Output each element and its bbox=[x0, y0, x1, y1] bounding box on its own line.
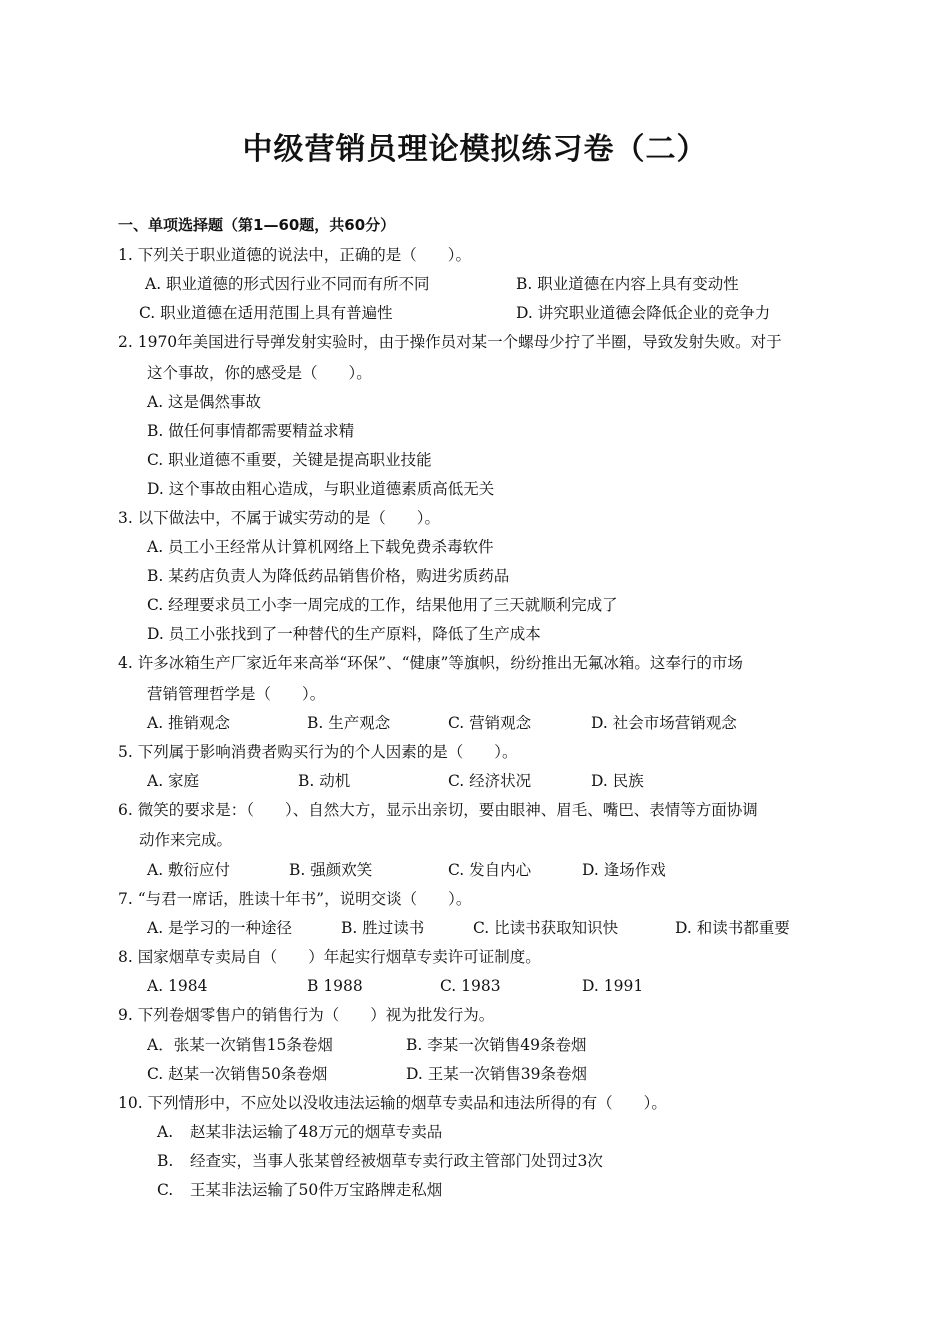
question-10-option-b: 经查实，当事人张某曾经被烟草专卖行政主管部门处罚过3次 bbox=[190, 1152, 603, 1170]
question-5-option-c: C. 经济状况 bbox=[448, 772, 532, 790]
question-10-option-a-letter: A. bbox=[157, 1123, 174, 1141]
question-2-stem: 2. 1970年美国进行导弹发射实验时，由于操作员对某一个螺母少拧了半圈，导致发射失败。对于 bbox=[118, 333, 782, 351]
question-10-option-b-letter: B. bbox=[157, 1152, 174, 1170]
question-1-option-d: D. 讲究职业道德会降低企业的竞争力 bbox=[516, 304, 771, 322]
question-1-stem: 1. 下列关于职业道德的说法中，正确的是（ ）。 bbox=[118, 246, 471, 264]
question-8-option-d: D. 1991 bbox=[582, 977, 644, 995]
question-10-option-c-letter: C. bbox=[157, 1181, 174, 1199]
question-1-option-a: A. 职业道德的形式因行业不同而有所不同 bbox=[145, 275, 430, 293]
question-4-option-b: B. 生产观念 bbox=[307, 714, 391, 732]
question-1-option-c: C. 职业道德在适用范围上具有普遍性 bbox=[139, 304, 393, 322]
question-3-option-d: D. 员工小张找到了一种替代的生产原料，降低了生产成本 bbox=[147, 625, 541, 643]
question-3-stem: 3. 以下做法中，不属于诚实劳动的是（ ）。 bbox=[118, 509, 440, 527]
page-title: 中级营销员理论模拟练习卷（二） bbox=[242, 132, 708, 167]
question-6-stem: 6. 微笑的要求是：（ ）、自然大方，显示出亲切，要由眼神、眉毛、嘴巴、表情等方面协调 bbox=[118, 801, 758, 819]
question-6-stem-continued: 动作来完成。 bbox=[139, 831, 233, 849]
question-9-option-d: D. 王某一次销售39条卷烟 bbox=[406, 1065, 587, 1083]
question-8-option-b: B 1988 bbox=[307, 977, 363, 995]
question-7-option-c: C. 比读书获取知识快 bbox=[473, 919, 619, 937]
question-6-option-c: C. 发自内心 bbox=[448, 861, 532, 879]
question-8-stem: 8. 国家烟草专卖局自（ ）年起实行烟草专卖许可证制度。 bbox=[118, 948, 541, 966]
question-4-option-d: D. 社会市场营销观念 bbox=[591, 714, 737, 732]
question-7-option-a: A. 是学习的一种途径 bbox=[147, 919, 293, 937]
question-6-option-b: B. 强颜欢笑 bbox=[289, 861, 373, 879]
question-4-option-c: C. 营销观念 bbox=[448, 714, 532, 732]
question-9-stem: 9. 下列卷烟零售户的销售行为（ ）视为批发行为。 bbox=[118, 1006, 495, 1024]
question-7-stem: 7. “与君一席话，胜读十年书”，说明交谈（ ）。 bbox=[118, 890, 472, 908]
question-5-option-a: A. 家庭 bbox=[147, 772, 200, 790]
question-6-option-a: A. 敷衍应付 bbox=[147, 861, 231, 879]
question-1-option-b: B. 职业道德在内容上具有变动性 bbox=[516, 275, 739, 293]
question-5-option-d: D. 民族 bbox=[591, 772, 644, 790]
section-heading: 一、单项选择题（第1—60题，共60分） bbox=[118, 216, 396, 234]
question-8-option-c: C. 1983 bbox=[440, 977, 501, 995]
question-5-option-b: B. 动机 bbox=[298, 772, 351, 790]
question-3-option-b: B. 某药店负责人为降低药品销售价格，购进劣质药品 bbox=[147, 567, 510, 585]
question-2-option-b: B. 做任何事情都需要精益求精 bbox=[147, 422, 355, 440]
question-9-option-b: B. 李某一次销售49条卷烟 bbox=[406, 1036, 587, 1054]
question-10-option-c: 王某非法运输了50件万宝路牌走私烟 bbox=[190, 1181, 443, 1199]
question-9-option-a: A．张某一次销售15条卷烟 bbox=[147, 1036, 333, 1054]
question-6-option-d: D. 逢场作戏 bbox=[582, 861, 666, 879]
question-8-option-a: A. 1984 bbox=[147, 977, 208, 995]
question-2-option-c: C. 职业道德不重要，关键是提高职业技能 bbox=[147, 451, 432, 469]
question-2-option-a: A. 这是偶然事故 bbox=[147, 393, 262, 411]
question-5-stem: 5. 下列属于影响消费者购买行为的个人因素的是（ ）。 bbox=[118, 743, 518, 761]
question-2-option-d: D. 这个事故由粗心造成，与职业道德素质高低无关 bbox=[147, 480, 495, 498]
question-4-stem: 4. 许多冰箱生产厂家近年来高举“环保”、“健康”等旗帜，纷纷推出无氟冰箱。这奉行的市场 bbox=[118, 654, 743, 672]
question-9-option-c: C. 赵某一次销售50条卷烟 bbox=[147, 1065, 328, 1083]
question-3-option-c: C. 经理要求员工小李一周完成的工作，结果他用了三天就顺利完成了 bbox=[147, 596, 618, 614]
question-3-option-a: A. 员工小王经常从计算机网络上下载免费杀毒软件 bbox=[147, 538, 494, 556]
question-10-stem: 10. 下列情形中，不应处以没收违法运输的烟草专卖品和违法所得的有（ ）。 bbox=[118, 1094, 667, 1112]
question-10-option-a: 赵某非法运输了48万元的烟草专卖品 bbox=[190, 1123, 443, 1141]
question-2-stem-continued: 这个事故，你的感受是（ ）。 bbox=[147, 364, 372, 382]
question-4-option-a: A. 推销观念 bbox=[147, 714, 231, 732]
question-7-option-b: B. 胜过读书 bbox=[341, 919, 425, 937]
question-7-option-d: D. 和读书都重要 bbox=[675, 919, 790, 937]
question-4-stem-continued: 营销管理哲学是（ ）。 bbox=[147, 685, 326, 703]
